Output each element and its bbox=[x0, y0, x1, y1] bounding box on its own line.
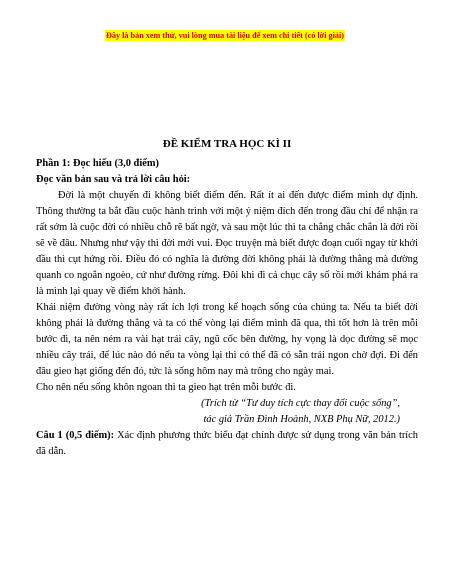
part-heading: Phần 1: Đọc hiểu (3,0 điểm) bbox=[36, 158, 159, 169]
passage-paragraph-2: Khái niệm đường vòng này rất ích lợi trong kế hoạch sống của chúng ta. Nếu ta biết đời không phải là đường thẳng và ta có thể vòng lại điểm mình đã qua, thì tốt hơn là trên mỗi bước đi, ta nên ném ra vài hạt trái cây, ngũ cốc bên đường, hy vọng là dọc đường sẽ mọc nhiều cây trái, để lúc nào đó nếu ta vòng lại thì có thể đã có sẵn trái ngon chờ đợi. Đi đến đâu gieo hạt giống đến đó, tức là sống hôm nay mà trông cho ngày mai. bbox=[36, 302, 418, 377]
reading-instruction: Đọc văn bản sau và trả lời câu hỏi: bbox=[36, 174, 191, 185]
passage-paragraph-1: Đời là một chuyến đi không biết điểm đến. Rất ít ai đến được điểm mình dự định. Thông thường ta bắt đầu cuộc hành trình với một ý niệm đích đến trong đầu chỉ để nhận ra rất sớm là cuộc đời có nhiều chỗ rẽ bất ngờ, và sau một lúc thì ta chẳng chắc chắn là đời rồi sẽ về đâu. Nhưng như vậy thì đời mới vui. Đọc truyện mà biết được đoạn cuối ngay từ khởi đầu thì cụt hứng rồi. Điều đó có nghĩa là đường đời không phải là đường thẳng mà đường quanh co ngoắn ngoèo, cứ như đường rừng. Đôi khi đi cả chục cây số rồi mới khám phá ra là mình lại quay về điểm khởi hành. bbox=[36, 190, 418, 297]
exam-title: ĐỀ KIỂM TRA HỌC KÌ II bbox=[162, 138, 292, 150]
document-body bbox=[36, 132, 418, 460]
preview-banner-text: Đây là bản xem thử, vui lòng mua tài liệu để xem chi tiết (có lời giải) bbox=[105, 31, 344, 40]
citation-line-2: tác giả Trần Đình Hoành, NXB Phụ Nữ, 2012.) bbox=[203, 414, 400, 425]
question-1-text: Xác định phương thức biểu đạt chính được sử dụng trong văn bản trích đã dẫn. bbox=[36, 430, 418, 457]
citation-line-1: (Trích từ “Tư duy tích cực thay đổi cuộc sống”, bbox=[201, 398, 400, 409]
question-1 bbox=[36, 428, 418, 460]
preview-banner bbox=[0, 25, 450, 43]
question-1-label: Câu 1 (0,5 điểm): bbox=[36, 430, 115, 441]
passage-paragraph-3: Cho nên nếu sống khôn ngoan thì ta gieo hạt trên mỗi bước đi. bbox=[36, 382, 296, 393]
